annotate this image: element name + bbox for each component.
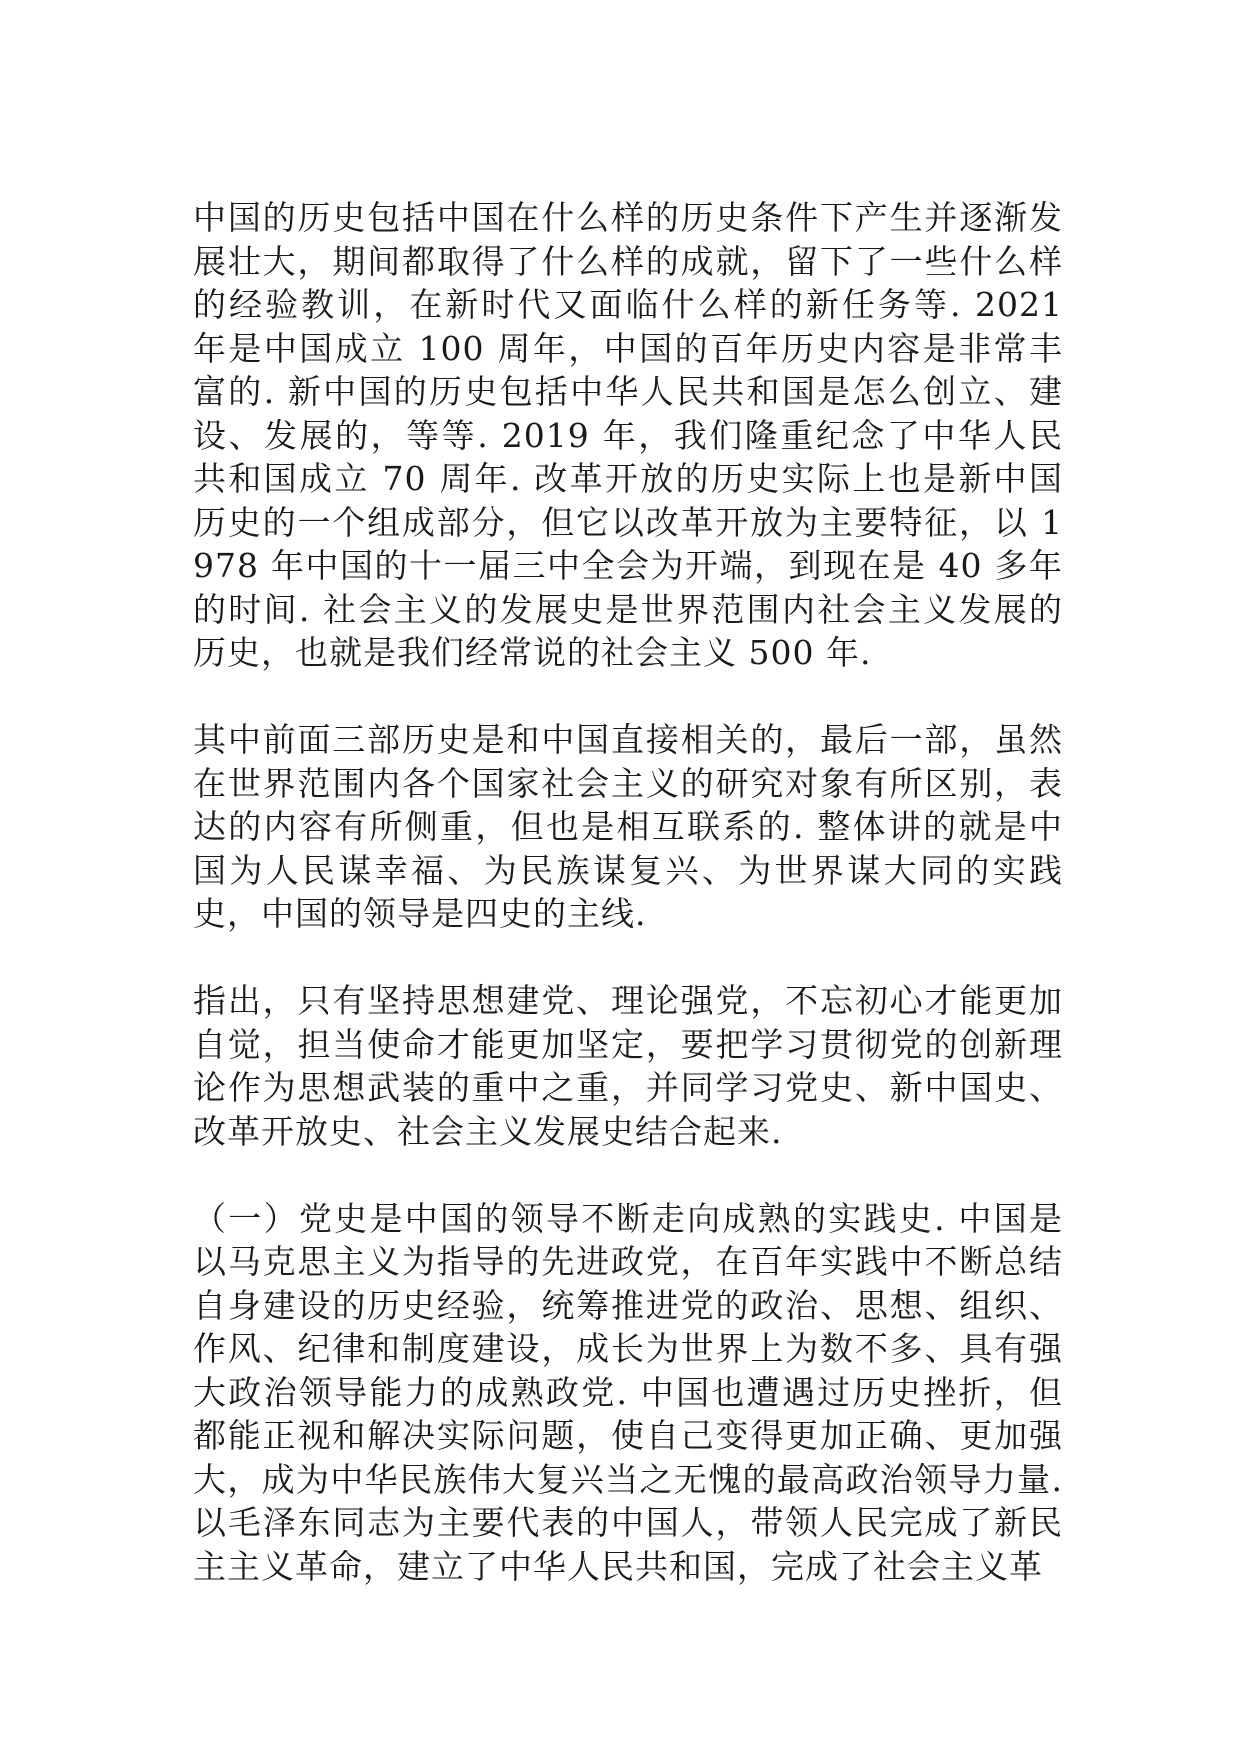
- paragraph-party-history: （一）党史是中国的领导不断走向成熟的实践史. 中国是以马克思主义为指导的先进政党，在百年实践中不断总结自身建设的历史经验，统筹推进党的政治、思想、组织、作风、纪律和制度建设，成长为世界上为数不多、具有强大政治领导能力的成熟政党. 中国也遭遇过历史挫折，但都能正视和解决实际问题，使自己变得更加正确、更加强大，成为中华民族伟大复兴当之无愧的最高政治领导力量. 以毛泽东同志为主要代表的中国人，带领人民完成了新民主主义革命，建立了中华人民共和国，完成了社会主义革: [193, 1198, 1063, 1586]
- paragraph-four-histories: 其中前面三部历史是和中国直接相关的，最后一部，虽然在世界范围内各个国家社会主义的研究对象有所区别，表达的内容有所侧重，但也是相互联系的. 整体讲的就是中国为人民谋幸福、为民族谋复兴、为世界谋大同的实践史，中国的领导是四史的主线.: [193, 720, 1063, 933]
- document-body: [193, 196, 1063, 1588]
- paragraph-theory-study: 指出，只有坚持思想建党、理论强党，不忘初心才能更加自觉，担当使命才能更加坚定，要把学习贯彻党的创新理论作为思想武装的重中之重，并同学习党史、新中国史、改革开放史、社会主义发展史结合起来.: [193, 981, 1063, 1151]
- paragraph-history-overview: 中国的历史包括中国在什么样的历史条件下产生并逐渐发展壮大，期间都取得了什么样的成就，留下了一些什么样的经验教训，在新时代又面临什么样的新任务等. 2021 年是中国成立 100 周年，中国的百年历史内容是非常丰富的. 新中国的历史包括中华人民共和国是怎么创立、建设、发展的，等等. 2019 年，我们隆重纪念了中华人民共和国成立 70 周年. 改革开放的历史实际上也是新中国历史的一个组成部分，但它以改革开放为主要特征，以 1978 年中国的十一届三中全会为开端，到现在是 40 多年的时间. 社会主义的发展史是世界范围内社会主义发展的历史，也就是我们经常说的社会主义 500 年.: [193, 198, 1063, 672]
